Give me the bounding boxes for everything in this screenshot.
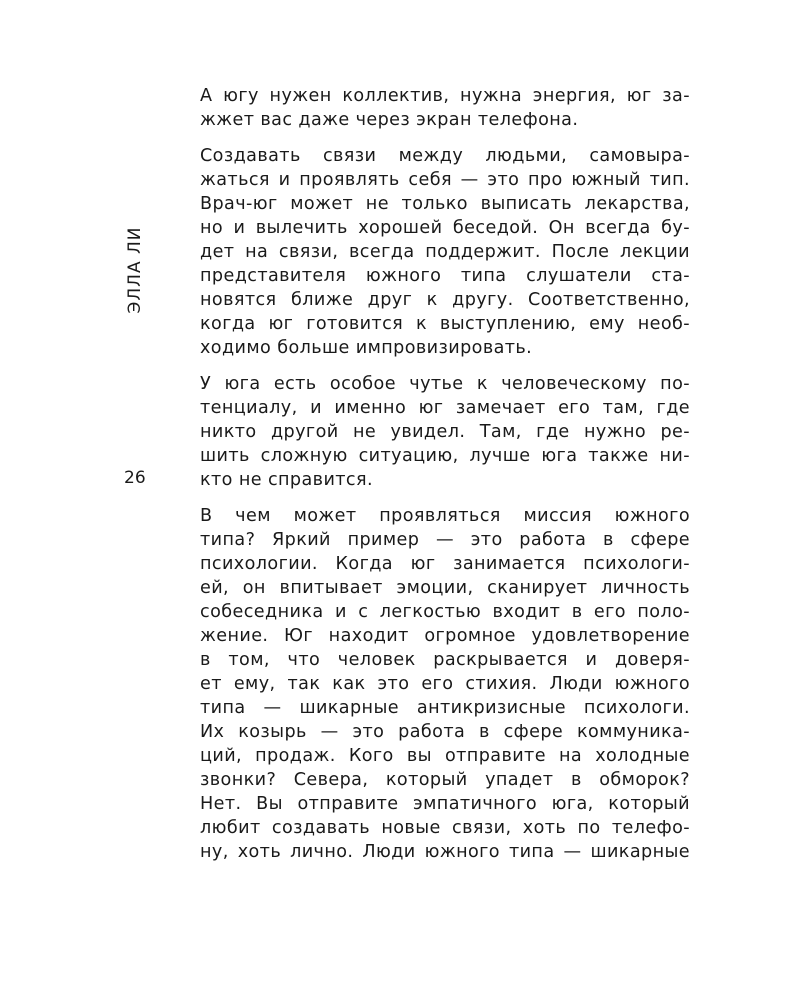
text-line: психологии. Когда юг занимается психологи- (200, 554, 690, 574)
text-line: типа? Яркий пример — это работа в сфере (200, 530, 690, 550)
text-line: новятся ближе друг к другу. Соответственно, (200, 290, 690, 310)
text-line: никто другой не увидел. Там, где нужно ре- (200, 422, 690, 442)
body-text (200, 84, 690, 876)
text-line: ей, он впитывает эмоции, сканирует личность (200, 578, 690, 598)
text-line: Их козырь — это работа в сфере коммуника- (200, 722, 690, 742)
text-line: типа — шикарные антикризисные психологи. (200, 698, 690, 718)
text-line: В чем может проявляться миссия южного (200, 506, 690, 526)
text-line: собеседника и с легкостью входит в его поло- (200, 602, 690, 622)
text-line: ну, хоть лично. Люди южного типа — шикарные (200, 842, 690, 862)
text-line: тенциалу, и именно юг замечает его там, где (200, 398, 690, 418)
paragraph-2 (200, 144, 690, 360)
paragraph-4 (200, 504, 690, 864)
paragraph-3 (200, 372, 690, 492)
text-line: дет на связи, всегда поддержит. После лекции (200, 242, 690, 262)
paragraph-1 (200, 84, 690, 132)
text-line: в том, что человек раскрывается и доверя- (200, 650, 690, 670)
text-line: ет ему, так как это его стихия. Люди южного (200, 674, 690, 694)
text-line: но и вылечить хорошей беседой. Он всегда бу- (200, 218, 690, 238)
page-number: 26 (124, 468, 146, 488)
text-line: шить сложную ситуацию, лучше юга также ни- (200, 446, 690, 466)
text-line: жжет вас даже через экран телефона. (200, 110, 579, 130)
text-line: когда юг готовится к выступлению, ему необ- (200, 314, 690, 334)
text-line: Создавать связи между людьми, самовыра- (200, 146, 690, 166)
text-line: ций, продаж. Кого вы отправите на холодные (200, 746, 690, 766)
text-line: А югу нужен коллектив, нужна энергия, юг за- (200, 86, 690, 106)
text-line: У юга есть особое чутье к человеческому по- (200, 374, 690, 394)
text-line: ходимо больше импровизировать. (200, 338, 533, 358)
text-line: Врач-юг может не только выписать лекарства, (200, 194, 690, 214)
text-line: жение. Юг находит огромное удовлетворение (200, 626, 690, 646)
running-head-author: ЭЛЛА ЛИ (125, 226, 145, 314)
text-line: жаться и проявлять себя — это про южный тип. (200, 170, 690, 190)
text-line: представителя южного типа слушатели ста- (200, 266, 690, 286)
text-line: любит создавать новые связи, хоть по телефо- (200, 818, 690, 838)
text-line: кто не справится. (200, 470, 373, 490)
text-line: звонки? Севера, который упадет в обморок? (200, 770, 690, 790)
text-line: Нет. Вы отправите эмпатичного юга, который (200, 794, 690, 814)
